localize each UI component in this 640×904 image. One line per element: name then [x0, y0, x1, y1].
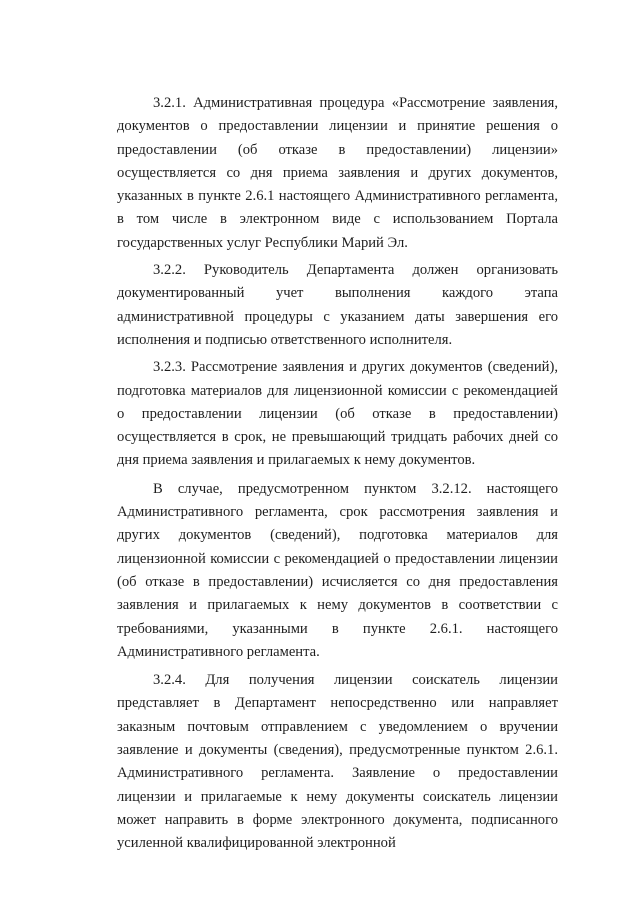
paragraph-3-2-2: 3.2.2. Руководитель Департамента должен организовать документированный учет выполнения каждого этапа административной процедуры с указанием даты завершения его исполнения и подписью ответственного исполнителя.	[117, 262, 558, 348]
document-body	[117, 92, 558, 856]
paragraph-3-2-1: 3.2.1. Административная процедура «Рассмотрение заявления, документов о предоставлении лицензии и принятие решения о предоставлении (об отказе в предоставлении) лицензии» осуществляется со дня приема заявления и других документов, указанных в пункте 2.6.1 настоящего Административного регламента, в том числе в электронном виде с использованием Портала государственных услуг Республики Марий Эл.	[117, 95, 558, 251]
paragraph-3-2-4: 3.2.4. Для получения лицензии соискатель лицензии представляет в Департамент непосредственно или направляет заказным почтовым отправлением с уведомлением о вручении заявление и документы (сведения), предусмотренные пунктом 2.6.1. Административного регламента. Заявление о предоставлении лицензии и прилагаемые к нему документы соискатель лицензии может направить в форме электронного документа, подписанного усиленной квалифицированной электронной	[117, 672, 558, 852]
paragraph-special-case: В случае, предусмотренном пунктом 3.2.12. настоящего Административного регламента, срок рассмотрения заявления и других документов (сведений), подготовка материалов для лицензионной комиссии с рекомендацией о предоставлении лицензии (об отказе в предоставлении) исчисляется со дня предоставления заявления и прилагаемых к нему документов в соответствии с требованиями, указанными в пункте 2.6.1. настоящего Административного регламента.	[117, 480, 558, 660]
paragraph-3-2-3: 3.2.3. Рассмотрение заявления и других документов (сведений), подготовка материалов для лицензионной комиссии с рекомендацией о предоставлении лицензии (об отказе в предоставлении) осуществляется в срок, не превышающий тридцать рабочих дней со дня приема заявления и прилагаемых к нему документов.	[117, 359, 558, 469]
